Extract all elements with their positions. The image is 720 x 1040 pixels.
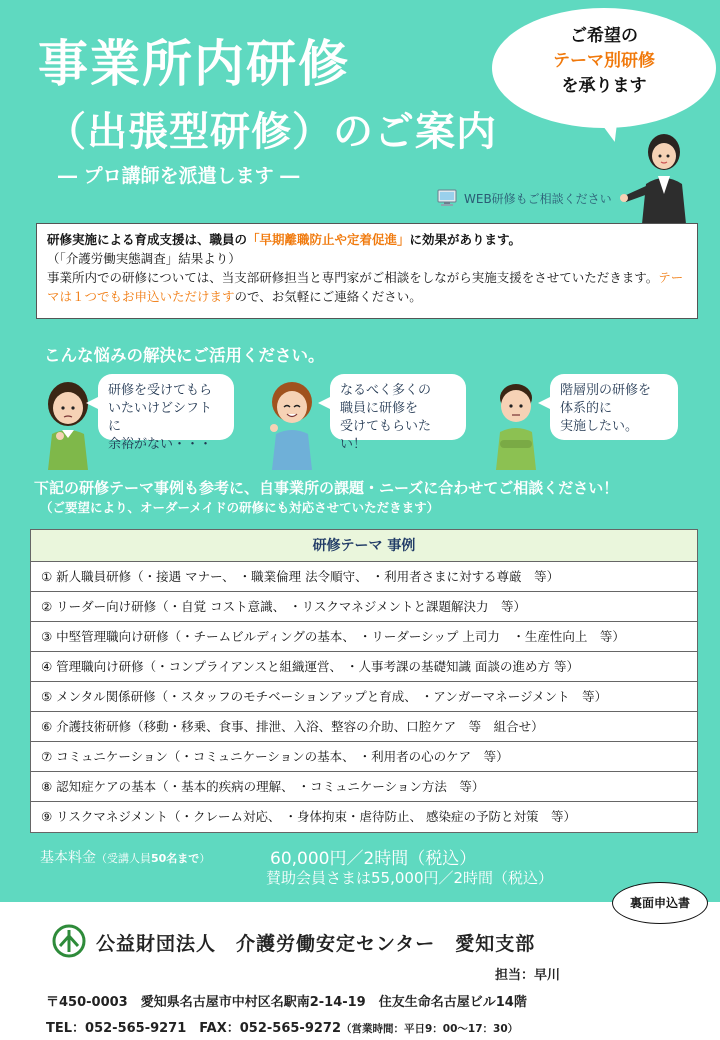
presenter-illustration [620, 128, 700, 224]
worry-1-line-1: 研修を受けてもら [108, 383, 213, 398]
worries-heading: こんな悩みの解決にご活用ください。 [44, 346, 325, 365]
address: 〒450-0003 愛知県名古屋市中村区名駅南2-14-19 住友生命名古屋ビル14階 [46, 995, 527, 1010]
worry-2-line-1: なるべく多くの [340, 383, 432, 398]
tagline: ― プロ講師を派遣します ― [58, 165, 300, 187]
worry-bubble-3 [550, 374, 678, 440]
worry-3-line-2: 体系的に [560, 401, 613, 416]
info-line-4-highlight: テーマは１つでもお申込いただけます [47, 270, 684, 304]
theme-row: ⑤ メンタル関係研修（・スタッフのモチベーションアップと育成、 ・アンガーマネージメント 等） [31, 682, 697, 712]
worry-3-line-1: 階層別の研修を [560, 383, 652, 398]
theme-row: ③ 中堅管理職向け研修（・チームビルディングの基本、 ・リーダーシップ 上司力 ・生産性向上 等） [31, 622, 697, 652]
theme-row: ② リーダー向け研修（・自覚 コスト意識、 ・リスクマネジメントと課題解決力 等） [31, 592, 697, 622]
web-training-text: WEB研修もご相談ください [464, 191, 612, 206]
worry-bubble-1 [98, 374, 234, 452]
fee-note-b: 50名まで [151, 852, 200, 865]
organization-name: 公益財団法人 介護労働安定センター 愛知支部 [96, 933, 536, 955]
web-training-note [436, 189, 612, 207]
business-hours: （営業時間：平日9：00～17：30） [341, 1023, 519, 1035]
theme-row: ⑥ 介護技術研修（移動・移乗、食事、排泄、入浴、整容の介助、口腔ケア 等 組合せ） [31, 712, 697, 742]
theme-row: ① 新人職員研修（・接遇 マナー、 ・職業倫理 法令順守、 ・利用者さまに対する尊厳 等） [31, 562, 697, 592]
info-line-1-a: 研修実施による育成支援は、職員の [47, 232, 248, 247]
theme-bubble-text [492, 24, 716, 99]
fee-label [40, 847, 210, 867]
theme-table-header: 研修テーマ 事例 [31, 530, 697, 562]
fee-price: 60,000円／2時間（税込） [270, 849, 477, 869]
phone-fax [46, 1017, 518, 1036]
consult-heading: 下記の研修テーマ事例も参考に、自事業所の課題・ニーズに合わせてご相談ください！ [34, 479, 619, 497]
page-title: 事業所内研修 [38, 35, 350, 93]
bubble-line-2: テーマ別研修 [553, 51, 655, 71]
info-line-3 [47, 268, 687, 306]
theme-row: ⑧ 認知症ケアの基本（・基本的疾病の理解、 ・コミュニケーション方法 等） [31, 772, 697, 802]
theme-row: ⑦ コミュニケーション（・コミュニケーションの基本、 ・利用者の心のケア 等） [31, 742, 697, 772]
worry-bubble-2 [330, 374, 466, 452]
consult-note: （ご要望により、オーダーメイドの研修にも対応させていただきます） [40, 500, 440, 515]
pc-icon [436, 189, 458, 207]
worry-1-line-3: 余裕がない・・・ [108, 437, 213, 452]
fee-note-a: （受講人員 [96, 852, 151, 865]
worried-person-illustration [262, 380, 322, 470]
info-line-3-text: 事業所内での研修については、当支部研修担当と専門家がご相談をしながら実施支援をさせていただきます。 [47, 270, 659, 285]
info-line-4-text: ので、お気軽にご連絡ください。 [234, 289, 422, 304]
info-line-1-c: に効果があります。 [409, 232, 522, 247]
logo-icon [52, 924, 86, 958]
fee-label-text: 基本料金 [40, 850, 96, 866]
info-box [36, 223, 698, 319]
bubble-line-3: を承ります [561, 76, 647, 96]
worry-3-line-3: 実施したい。 [560, 419, 639, 434]
contact-person: 担当：早川 [495, 968, 561, 983]
theme-row: ④ 管理職向け研修（・コンプライアンスと組織運営、 ・人事考課の基礎知識 面談の進め方 等） [31, 652, 697, 682]
fee-note-c: ） [199, 852, 211, 865]
bubble-line-1: ご希望の [570, 26, 638, 46]
worried-person-illustration [486, 380, 546, 470]
fee-member-price: 賛助会員さまは55,000円／2時間（税込） [266, 869, 554, 887]
worry-2-line-3: 受けてもらいたい！ [340, 419, 432, 452]
phone-fax-numbers: TEL：052-565-9271 FAX：052-565-9272 [46, 1021, 341, 1036]
back-application-badge: 裏面申込書 [612, 882, 708, 924]
info-line-1 [47, 230, 687, 249]
info-line-2: （「介護労働実態調査」結果より） [47, 251, 241, 266]
theme-table [30, 529, 698, 833]
page-subtitle: （出張型研修）のご案内 [46, 109, 497, 155]
worry-1-line-2: いたいけどシフトに [108, 401, 213, 434]
theme-row: ⑨ リスクマネジメント（・クレーム対応、 ・身体拘束・虐待防止、 感染症の予防と対策 等） [41, 809, 577, 824]
worried-person-illustration [38, 380, 98, 470]
worry-2-line-2: 職員に研修を [340, 401, 419, 416]
info-highlight: 「早期離職防止や定着促進」 [247, 232, 410, 247]
